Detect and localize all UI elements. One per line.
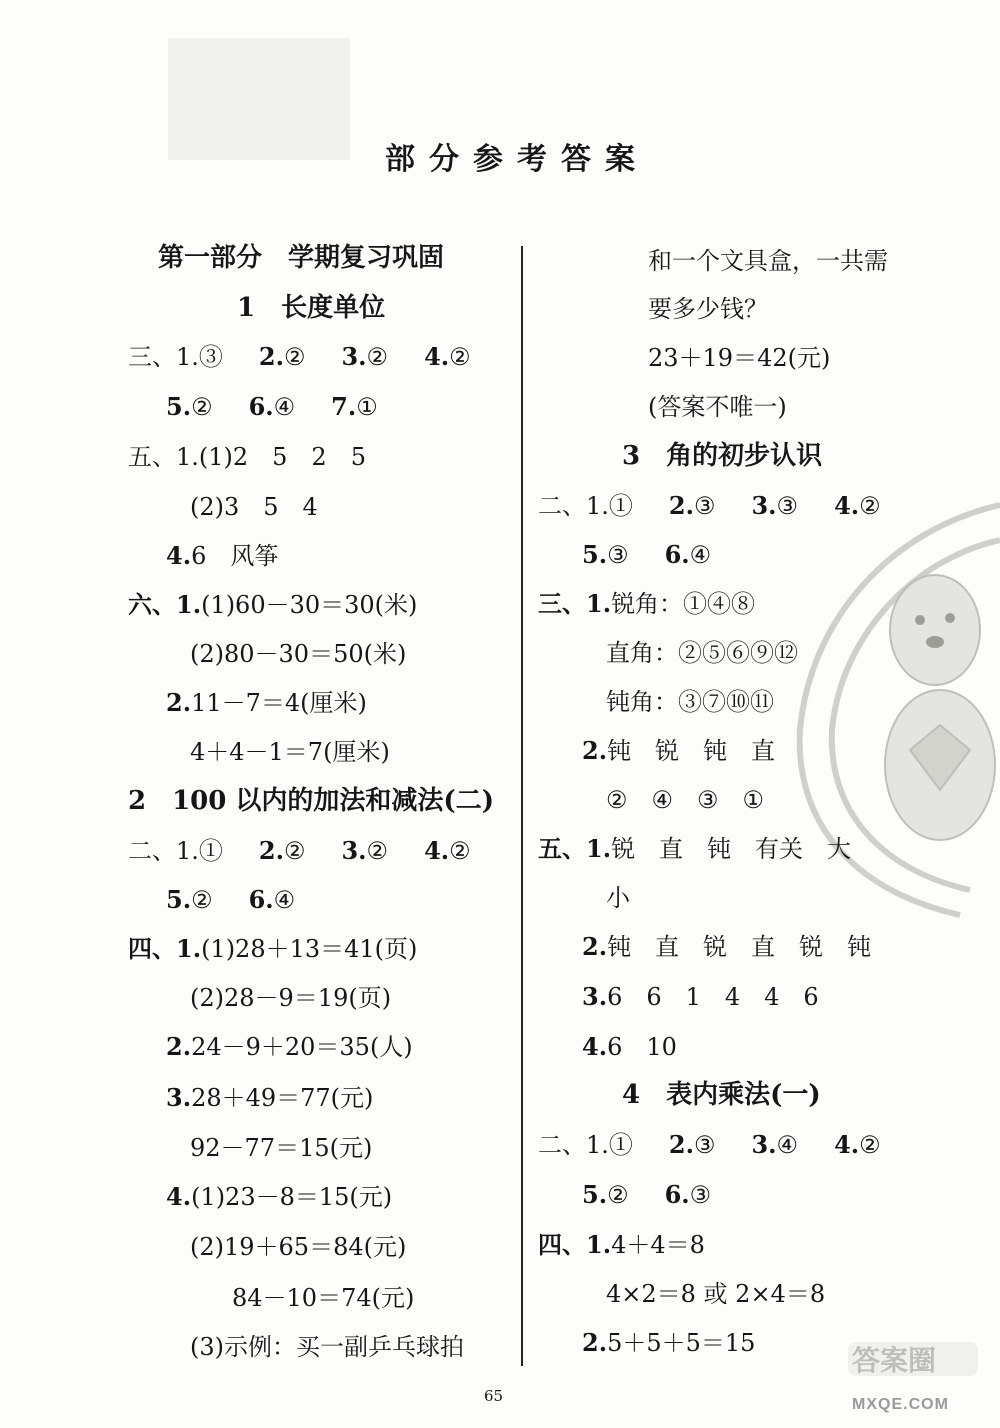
answer-line: 四、1.4＋4＝8 bbox=[538, 1230, 705, 1259]
answer-line: (2)3 5 4 bbox=[190, 493, 318, 521]
answer-line: 五、1.(1)2 5 2 5 bbox=[128, 443, 366, 471]
answer-line: 三、1.③ 2.② 3.② 4.② bbox=[128, 342, 471, 371]
answer-line: 三、1.锐角：①④⑧ bbox=[538, 589, 756, 618]
answer-line: 92－77＝15(元) bbox=[190, 1134, 373, 1162]
scan-blank-patch bbox=[168, 38, 350, 160]
answer-line: 5.③ 6.④ bbox=[582, 540, 712, 569]
answer-line: 和一个文具盒，一共需 bbox=[648, 247, 888, 275]
watermark-site-text: MXQE.COM bbox=[852, 1396, 949, 1413]
answer-line: 要多少钱？ bbox=[648, 295, 768, 323]
answer-line: 3.28＋49＝77(元) bbox=[166, 1083, 374, 1112]
answer-line: 2.钝 锐 钝 直 bbox=[582, 736, 776, 765]
answer-line: 四、1.(1)28＋13＝41(页) bbox=[128, 934, 418, 963]
page-title: 部分参考答案 bbox=[385, 142, 649, 177]
part-one-heading: 第一部分 学期复习巩固 bbox=[158, 243, 445, 273]
answer-line: 钝角：③⑦⑩⑪ bbox=[606, 688, 774, 716]
section-heading-multiplication: 4 表内乘法(一) bbox=[622, 1080, 821, 1110]
section-heading-addition-subtraction: 2 100 以内的加法和减法(二) bbox=[128, 786, 495, 816]
section-heading-length-units: 1 长度单位 bbox=[237, 293, 386, 323]
svg-text:答案圈: 答案圈 bbox=[852, 1344, 937, 1377]
answer-line: 23＋19＝42(元) bbox=[648, 344, 831, 372]
answer-line: 2.11－7＝4(厘米) bbox=[166, 688, 367, 717]
answer-line: 4.6 10 bbox=[582, 1032, 677, 1061]
answer-line: 84－10＝74(元) bbox=[232, 1284, 415, 1312]
answer-line: 4.(1)23－8＝15(元) bbox=[166, 1182, 393, 1211]
answer-line: 4.6 风筝 bbox=[166, 541, 279, 570]
answer-line: 4＋4－1＝7(厘米) bbox=[190, 738, 390, 766]
answer-line: 直角：②⑤⑥⑨⑫ bbox=[606, 639, 798, 667]
answer-line: 五、1.锐 直 钝 有关 大 bbox=[538, 834, 852, 863]
answer-line: 2.5＋5＋5＝15 bbox=[582, 1328, 756, 1357]
answer-line: (2)28－9＝19(页) bbox=[190, 984, 392, 1012]
answer-line: 5.② 6.④ bbox=[166, 885, 296, 914]
answer-line: 5.② 6.④ 7.① bbox=[166, 392, 378, 421]
answer-line: (2)19＋65＝84(元) bbox=[190, 1233, 407, 1261]
answer-line: 二、1.① 2.③ 3.③ 4.② bbox=[538, 491, 881, 520]
answer-line: (答案不唯一) bbox=[648, 393, 787, 421]
answer-line: 5.② 6.③ bbox=[582, 1180, 712, 1209]
answer-line: 2.24－9＋20＝35(人) bbox=[166, 1032, 413, 1061]
answer-line: 小 bbox=[606, 884, 630, 912]
answer-line: (2)80－30＝50(米) bbox=[190, 640, 407, 668]
column-divider bbox=[521, 246, 523, 1366]
answer-line: 4×2＝8 或 2×4＝8 bbox=[606, 1280, 826, 1308]
answer-line: ② ④ ③ ① bbox=[606, 786, 765, 814]
answer-line: (3)示例：买一副乒乓球拍 bbox=[190, 1333, 464, 1361]
answer-line: 二、1.① 2.② 3.② 4.② bbox=[128, 836, 471, 865]
answer-line: 六、1.(1)60－30＝30(米) bbox=[128, 590, 418, 619]
section-heading-angles: 3 角的初步认识 bbox=[622, 441, 823, 471]
answer-line: 2.钝 直 锐 直 锐 钝 bbox=[582, 932, 872, 961]
answer-line: 二、1.① 2.③ 3.④ 4.② bbox=[538, 1130, 881, 1159]
page-number: 65 bbox=[484, 1387, 504, 1405]
site-watermark-logo-icon bbox=[752, 1338, 982, 1394]
answer-line: 3.6 6 1 4 4 6 bbox=[582, 982, 819, 1011]
